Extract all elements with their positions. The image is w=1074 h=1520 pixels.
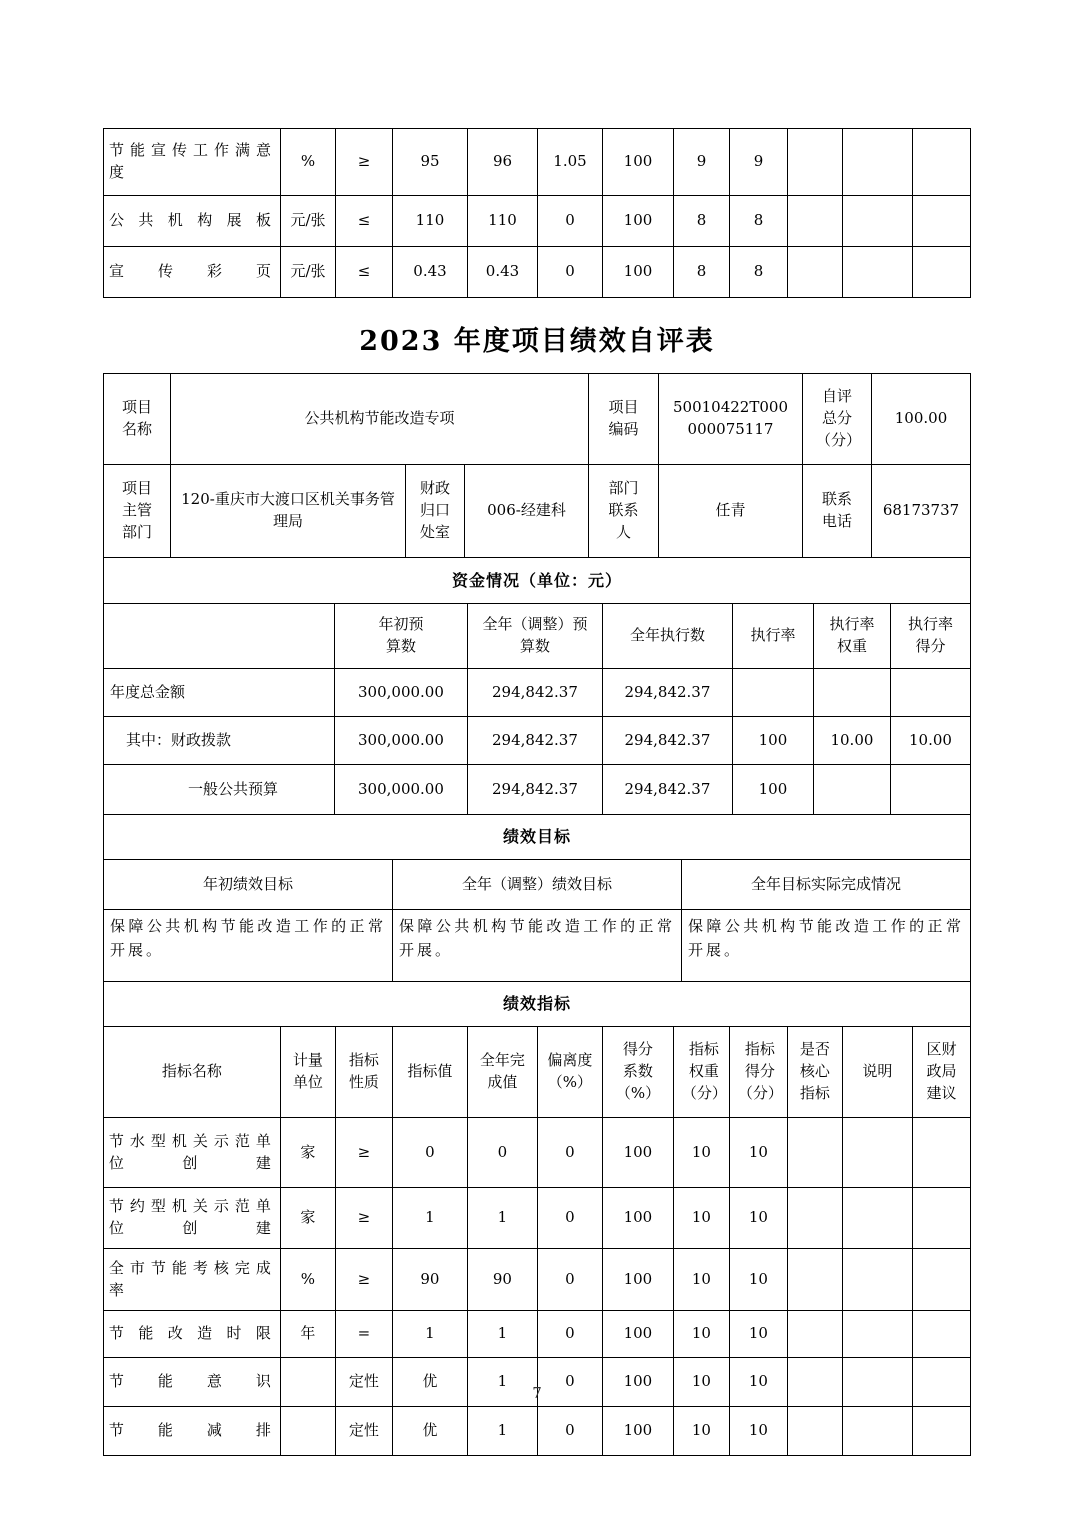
note-cell	[843, 196, 913, 247]
score-cell: 10	[729, 1118, 787, 1188]
rate-score-cell	[890, 669, 970, 717]
table-row	[103, 465, 970, 558]
core-cell	[787, 1249, 842, 1311]
executed-cell: 294,842.37	[602, 717, 732, 765]
finance-office-label: 财政归口处室	[405, 465, 464, 558]
table-row	[103, 1407, 970, 1456]
target-cell: 优	[392, 1358, 467, 1407]
project-code-text: 50010422T000000075117	[673, 398, 788, 438]
header-core: 是否核心指标	[787, 1027, 842, 1118]
contact-label: 部门联系人	[589, 465, 659, 558]
table-row	[104, 196, 971, 247]
goal-header-initial: 年初绩效目标	[104, 860, 393, 910]
unit-cell: 家	[280, 1188, 335, 1249]
project-name-label: 项目名称	[103, 374, 170, 465]
coefficient-cell: 100	[603, 196, 674, 247]
table-row	[103, 374, 970, 465]
header-unit: 计量单位	[280, 1027, 335, 1118]
rate-weight-cell: 10.00	[813, 717, 890, 765]
rate-score-cell	[890, 765, 970, 815]
score-cell: 8	[730, 247, 788, 298]
table-row	[103, 717, 970, 765]
nature-cell: ≥	[335, 1249, 392, 1311]
suggestion-cell	[913, 129, 971, 196]
rate-cell: 100	[732, 717, 813, 765]
completed-cell: 1	[467, 1188, 537, 1249]
page-number: 7	[532, 1384, 542, 1402]
initial-budget-cell: 300,000.00	[334, 669, 467, 717]
rate-cell: 100	[732, 765, 813, 815]
nature-cell: ≤	[336, 247, 393, 298]
funding-section-title: 资金情况（单位：元）	[103, 558, 970, 604]
funding-header-adjusted: 全年（调整）预算数	[467, 604, 602, 669]
completed-cell: 1	[467, 1358, 537, 1407]
deviation-cell: 0	[538, 196, 603, 247]
funding-row-label: 年度总金额	[103, 669, 334, 717]
core-cell	[788, 196, 843, 247]
completed-cell: 1	[467, 1407, 537, 1456]
deviation-cell: 0	[537, 1188, 602, 1249]
score-cell: 8	[730, 196, 788, 247]
coefficient-cell: 100	[603, 247, 674, 298]
note-cell	[842, 1407, 912, 1456]
coefficient-cell: 100	[602, 1407, 673, 1456]
unit-cell: %	[280, 1249, 335, 1311]
initial-budget-cell: 300,000.00	[334, 717, 467, 765]
nature-cell: ≥	[336, 129, 393, 196]
funding-header-initial: 年初预算数	[334, 604, 467, 669]
weight-cell: 10	[673, 1358, 729, 1407]
target-cell: 95	[393, 129, 468, 196]
unit-cell: 元/张	[281, 247, 336, 298]
completed-cell: 90	[467, 1249, 537, 1311]
target-cell: 优	[392, 1407, 467, 1456]
weight-cell: 9	[674, 129, 730, 196]
deviation-cell: 0	[538, 247, 603, 298]
table-row	[103, 669, 970, 717]
project-info-table	[103, 373, 971, 558]
adjusted-budget-cell: 294,842.37	[467, 765, 602, 815]
indicator-name-cell: 公共机构展板	[104, 196, 281, 247]
coefficient-cell: 100	[602, 1118, 673, 1188]
funding-header-executed: 全年执行数	[602, 604, 732, 669]
dept-label: 项目主管部门	[103, 465, 170, 558]
score-cell: 10	[729, 1188, 787, 1249]
header-score: 指标得分（分）	[729, 1027, 787, 1118]
rate-cell	[732, 669, 813, 717]
goal-actual-text: 保障公共机构节能改造工作的正常开展。	[682, 910, 971, 982]
core-cell	[787, 1407, 842, 1456]
table-row	[103, 1249, 970, 1311]
weight-cell: 10	[673, 1188, 729, 1249]
deviation-cell: 0	[537, 1407, 602, 1456]
score-cell: 10	[729, 1358, 787, 1407]
header-target: 指标值	[392, 1027, 467, 1118]
suggestion-cell	[912, 1311, 970, 1358]
header-note: 说明	[842, 1027, 912, 1118]
self-score-label: 自评总分（分）	[803, 374, 872, 465]
unit-cell: 家	[280, 1118, 335, 1188]
unit-cell: %	[281, 129, 336, 196]
target-cell: 1	[392, 1311, 467, 1358]
executed-cell: 294,842.37	[602, 669, 732, 717]
indicators-header-row	[103, 1027, 970, 1118]
coefficient-cell: 100	[602, 1311, 673, 1358]
note-cell	[842, 1118, 912, 1188]
indicator-name-cell: 全市节能考核完成率	[103, 1249, 280, 1311]
deviation-cell: 0	[537, 1358, 602, 1407]
weight-cell: 8	[674, 247, 730, 298]
note-cell	[842, 1249, 912, 1311]
funding-row-label: 其中：财政拨款	[103, 717, 334, 765]
completed-cell: 96	[468, 129, 538, 196]
weight-cell: 10	[673, 1311, 729, 1358]
funding-table	[103, 557, 971, 815]
header-indicator-name: 指标名称	[103, 1027, 280, 1118]
dept-value: 120-重庆市大渡口区机关事务管理局	[170, 465, 405, 558]
adjusted-budget-cell: 294,842.37	[467, 669, 602, 717]
table-row	[103, 1118, 970, 1188]
suggestion-cell	[912, 1188, 970, 1249]
project-code-value	[659, 374, 803, 465]
finance-office-value: 006-经建科	[464, 465, 588, 558]
funding-header-rate-weight: 执行率权重	[813, 604, 890, 669]
core-cell	[787, 1188, 842, 1249]
goal-header-adjusted: 全年（调整）绩效目标	[393, 860, 682, 910]
nature-cell: =	[335, 1311, 392, 1358]
note-cell	[842, 1311, 912, 1358]
table-row	[103, 1311, 970, 1358]
funding-row-label: 一般公共预算	[103, 765, 334, 815]
table-row	[103, 765, 970, 815]
coefficient-cell: 100	[602, 1358, 673, 1407]
note-cell	[843, 129, 913, 196]
nature-cell: ≥	[335, 1118, 392, 1188]
completed-cell: 0	[467, 1118, 537, 1188]
nature-cell: ≤	[336, 196, 393, 247]
indicator-table-continued	[103, 128, 971, 298]
unit-cell	[280, 1407, 335, 1456]
phone-value: 68173737	[872, 465, 971, 558]
header-coefficient: 得分系数（%）	[602, 1027, 673, 1118]
weight-cell: 10	[673, 1249, 729, 1311]
table-row	[104, 129, 971, 196]
header-suggestion: 区财政局建议	[912, 1027, 970, 1118]
weight-cell: 10	[673, 1407, 729, 1456]
suggestion-cell	[912, 1118, 970, 1188]
target-cell: 90	[392, 1249, 467, 1311]
page-title: 2023 年度项目绩效自评表	[359, 326, 715, 357]
core-cell	[787, 1118, 842, 1188]
score-cell: 10	[729, 1311, 787, 1358]
section-header-row	[104, 815, 971, 860]
adjusted-budget-cell: 294,842.37	[467, 717, 602, 765]
target-cell: 1	[392, 1188, 467, 1249]
score-cell: 10	[729, 1407, 787, 1456]
deviation-cell: 0	[537, 1249, 602, 1311]
section-header-row	[103, 558, 970, 604]
phone-label: 联系电话	[803, 465, 872, 558]
nature-cell: ≥	[335, 1188, 392, 1249]
table-row	[103, 1188, 970, 1249]
funding-header-empty	[103, 604, 334, 669]
target-cell: 0	[392, 1118, 467, 1188]
note-cell	[843, 247, 913, 298]
deviation-cell: 0	[537, 1311, 602, 1358]
contact-value: 任青	[659, 465, 803, 558]
funding-header-row	[103, 604, 970, 669]
completed-cell: 1	[467, 1311, 537, 1358]
core-cell	[788, 129, 843, 196]
header-deviation: 偏离度（%）	[537, 1027, 602, 1118]
indicator-name-cell: 节能宣传工作满意度	[104, 129, 281, 196]
unit-cell: 元/张	[281, 196, 336, 247]
goals-header-row	[104, 860, 971, 910]
indicator-name-cell: 节约型机关示范单位创建	[103, 1188, 280, 1249]
suggestion-cell	[913, 196, 971, 247]
score-cell: 10	[729, 1249, 787, 1311]
initial-budget-cell: 300,000.00	[334, 765, 467, 815]
weight-cell: 8	[674, 196, 730, 247]
coefficient-cell: 100	[603, 129, 674, 196]
indicator-name-cell: 节能减排	[103, 1407, 280, 1456]
target-cell: 110	[393, 196, 468, 247]
note-cell	[842, 1188, 912, 1249]
header-nature: 指标性质	[335, 1027, 392, 1118]
funding-header-rate: 执行率	[732, 604, 813, 669]
indicators-section-title: 绩效指标	[103, 982, 970, 1027]
suggestion-cell	[912, 1407, 970, 1456]
deviation-cell: 1.05	[538, 129, 603, 196]
rate-weight-cell	[813, 765, 890, 815]
header-weight: 指标权重（分）	[673, 1027, 729, 1118]
suggestion-cell	[912, 1249, 970, 1311]
executed-cell: 294,842.37	[602, 765, 732, 815]
rate-weight-cell	[813, 669, 890, 717]
rate-score-cell: 10.00	[890, 717, 970, 765]
coefficient-cell: 100	[602, 1188, 673, 1249]
score-cell: 9	[730, 129, 788, 196]
suggestion-cell	[913, 247, 971, 298]
project-code-label: 项目编码	[589, 374, 659, 465]
goals-table	[103, 814, 971, 982]
indicator-name-cell: 节能意识	[103, 1358, 280, 1407]
project-name-value: 公共机构节能改造专项	[170, 374, 588, 465]
section-header-row	[103, 982, 970, 1027]
core-cell	[787, 1311, 842, 1358]
goal-header-actual: 全年目标实际完成情况	[682, 860, 971, 910]
coefficient-cell: 100	[602, 1249, 673, 1311]
nature-cell: 定性	[335, 1358, 392, 1407]
header-completed: 全年完成值	[467, 1027, 537, 1118]
deviation-cell: 0	[537, 1118, 602, 1188]
indicator-name-cell: 宣传彩页	[104, 247, 281, 298]
unit-cell: 年	[280, 1311, 335, 1358]
goal-initial-text: 保障公共机构节能改造工作的正常开展。	[104, 910, 393, 982]
goal-adjusted-text: 保障公共机构节能改造工作的正常开展。	[393, 910, 682, 982]
nature-cell: 定性	[335, 1407, 392, 1456]
target-cell: 0.43	[393, 247, 468, 298]
table-row	[104, 247, 971, 298]
funding-header-rate-score: 执行率得分	[890, 604, 970, 669]
indicator-name-cell: 节能改造时限	[103, 1311, 280, 1358]
weight-cell: 10	[673, 1118, 729, 1188]
completed-cell: 0.43	[468, 247, 538, 298]
indicator-name-cell: 节水型机关示范单位创建	[103, 1118, 280, 1188]
table-row	[104, 910, 971, 982]
self-score-value: 100.00	[872, 374, 971, 465]
core-cell	[788, 247, 843, 298]
goals-section-title: 绩效目标	[104, 815, 971, 860]
completed-cell: 110	[468, 196, 538, 247]
